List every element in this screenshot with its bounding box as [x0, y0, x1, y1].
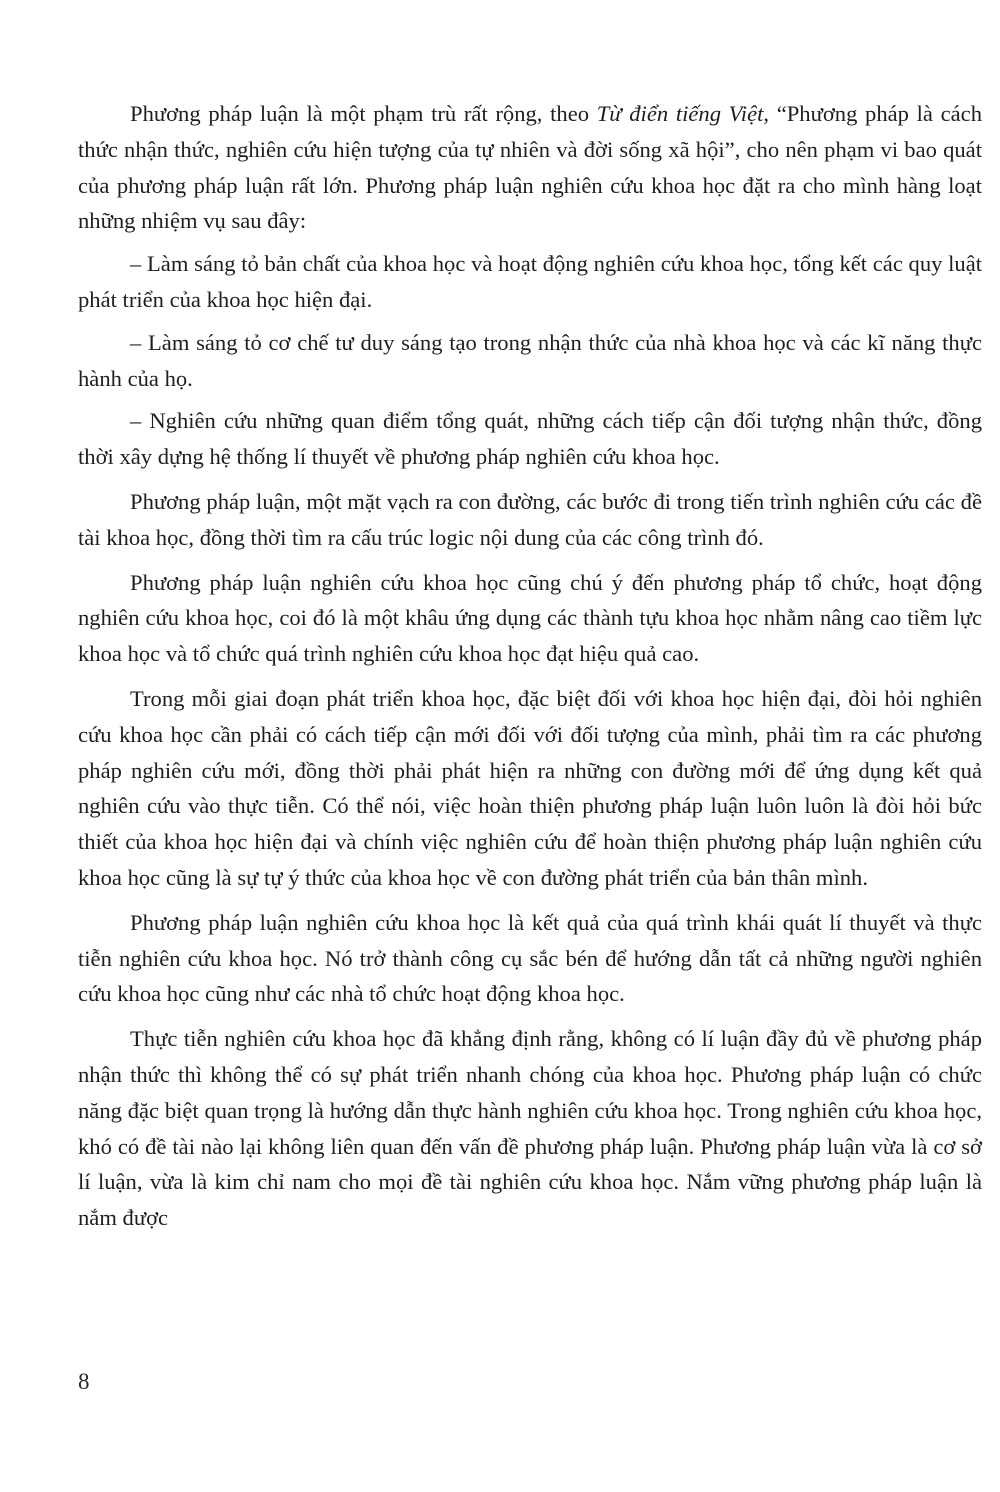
paragraph-intro: [78, 96, 982, 239]
dictionary-title: Từ điển tiếng Việt: [596, 101, 764, 126]
paragraph-organization: Phương pháp luận nghiên cứu khoa học cũng chú ý đến phương pháp tổ chức, hoạt động nghiên cứu khoa học, coi đó là một khâu ứng dụng các thành tựu khoa học nhằm nâng cao tiềm lực khoa học và tổ chức quá trình nghiên cứu khoa học đạt hiệu quả cao.: [78, 569, 982, 667]
page-body: [78, 96, 982, 1243]
page-number: 8: [78, 1369, 90, 1394]
paragraph-methodology-path: Phương pháp luận, một mặt vạch ra con đường, các bước đi trong tiến trình nghiên cứu các đề tài khoa học, đồng thời tìm ra cấu trúc logic nội dung của các công trình đó.: [78, 488, 982, 550]
task-item-2: – Làm sáng tỏ cơ chế tư duy sáng tạo trong nhận thức của nhà khoa học và các kĩ năng thực hành của họ.: [78, 329, 982, 391]
task-item-3: – Nghiên cứu những quan điểm tổng quát, những cách tiếp cận đối tượng nhận thức, đồng thời xây dựng hệ thống lí thuyết về phương pháp nghiên cứu khoa học.: [78, 408, 982, 470]
paragraph-intro-before: Phương pháp luận là một phạm trù rất rộng, theo: [130, 101, 597, 126]
task-item-1: – Làm sáng tỏ bản chất của khoa học và hoạt động nghiên cứu khoa học, tổng kết các quy luật phát triển của khoa học hiện đại.: [78, 251, 982, 312]
paragraph-intro-after: , “Phương pháp là cách thức nhận thức, nghiên cứu hiện tượng của tự nhiên và đời sống xã hội”, cho nên phạm vi bao quát của phương pháp luận rất lớn. Phương pháp luận nghiên cứu khoa học đặt ra cho mình hàng loạt những nhiệm vụ sau đây:: [78, 101, 982, 234]
paragraph-practice: Thực tiễn nghiên cứu khoa học đã khẳng định rằng, không có lí luận đầy đủ về phương pháp nhận thức thì không thể có sự phát triển nhanh chóng của khoa học. Phương pháp luận có chức năng đặc biệt quan trọng là hướng dẫn thực hành nghiên cứu khoa học. Trong nghiên cứu khoa học, khó có đề tài nào lại không liên quan đến vấn đề phương pháp luận. Phương pháp luận vừa là cơ sở lí luận, vừa là kim chỉ nam cho mọi đề tài nghiên cứu khoa học. Nắm vững phương pháp luận là nắm được: [78, 1026, 982, 1231]
paragraph-generalization: Phương pháp luận nghiên cứu khoa học là kết quả của quá trình khái quát lí thuyết và thực tiễn nghiên cứu khoa học. Nó trở thành công cụ sắc bén để hướng dẫn tất cả những người nghiên cứu khoa học cũng như các nhà tổ chức hoạt động khoa học.: [78, 909, 982, 1007]
paragraph-development: Trong mỗi giai đoạn phát triển khoa học, đặc biệt đối với khoa học hiện đại, đòi hỏi nghiên cứu khoa học cần phải có cách tiếp cận mới đối với đối tượng của mình, phải tìm ra các phương pháp nghiên cứu mới, đồng thời phải phát hiện ra những con đường mới để ứng dụng kết quả nghiên cứu vào thực tiễn. Có thể nói, việc hoàn thiện phương pháp luận luôn luôn là đòi hỏi bức thiết của khoa học hiện đại và chính việc nghiên cứu để hoàn thiện phương pháp luận nghiên cứu khoa học cũng là sự tự ý thức của khoa học về con đường phát triển của bản thân mình.: [78, 685, 982, 890]
